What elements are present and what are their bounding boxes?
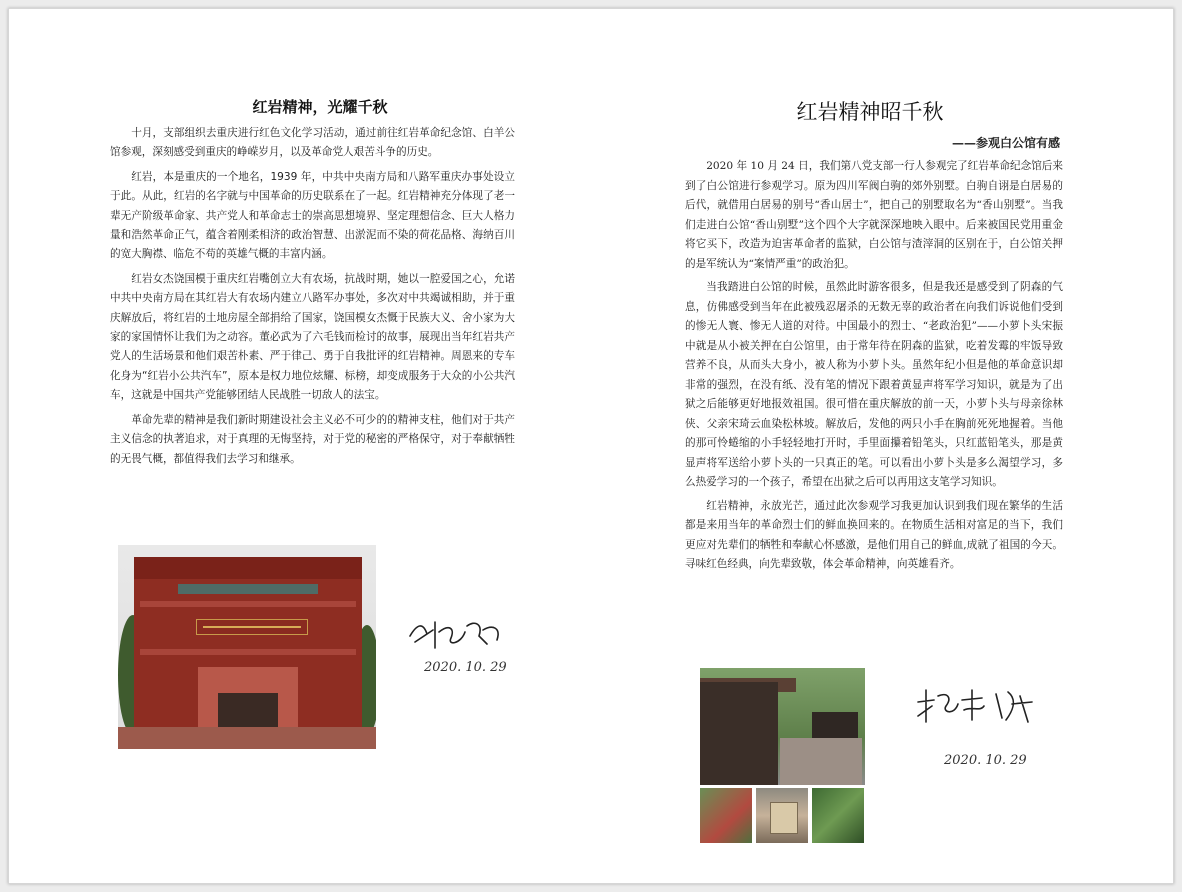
memorial-hall-photo [118,545,376,749]
right-essay-title: 红岩精神昭千秋 [796,100,944,124]
right-paragraph: 红岩精神，永放光芒，通过此次参观学习我更加认识到我们现在繁华的生活都是来用当年的革命烈士们的鲜血换回来的。在物质生活相对富足的当下，我们更应对先辈们的牺牲和奉献心怀感激，是他们用自己的鲜血,成就了祖国的今天。寻味红色经典，向先辈致敬，体会革命精神，向英雄看齐。 [685,499,1063,570]
building-sign [196,619,308,635]
ground [118,727,376,749]
bai-mansion-photo [700,668,865,785]
building-windows [178,584,318,594]
left-essay-body [110,124,515,474]
building-door [218,693,278,727]
mansion-building [700,682,778,785]
thumbnail-photo [700,788,752,843]
right-paragraph: 2020 年 10 月 24 日，我们第八党支部一行人参观完了红岩革命纪念馆后来到了白公馆进行参观学习。原为四川军阀白驹的郊外别墅。白驹自诩是白居易的后代，就借用白居易的别号“香山居士”，把自己的别墅取名为“香山别墅”。当我们走进白公馆“香山别墅”这个四个大字就深深地映入眼中。后来被国民党用重金将它买下，改造为迫害革命者的监狱，白公馆与渣滓洞的区别在于，白公馆关押的是军统认为“案情严重”的政治犯。 [685,160,1063,270]
right-paragraph: 当我踏进白公馆的时候，虽然此时游客很多，但是我还是感受到了阴森的气息，仿佛感受到当年在此被残忍屠杀的无数无辜的政治者在向我们诉说他们受到的惨无人寰、惨无人道的对待。中国最小的烈士、“老政治犯”——小萝卜头宋振中就是从小被关押在白公馆里，由于常年待在阴森的监狱，吃着发霉的牢饭导致营养不良，从而头大身小，被人称为小萝卜头。虽然年纪小但是他的革命意识却非常的强烈，在没有纸、没有笔的情况下跟着黄显声将军学习知识，就是为了出狱之后能够更好地报效祖国。很可惜在重庆解放的前一天，小萝卜头与母亲徐林侠、父亲宋琦云血染松林坡。解放后，发他的两只小手在胸前死死地握着。当他的那可怜蜷缩的小手轻轻地打开时，手里面攥着铅笔头，只红蓝铅笔头，那是黄显声将军送给小萝卜头的一只真正的笔。可以看出小萝卜头是多么渴望学习，多么热爱学习的一个孩子，希望在出狱之后可以再用这支笔学习知识。 [685,281,1063,488]
left-signature [405,614,515,654]
stone-tablet [770,802,798,834]
left-paragraph: 十月，支部组织去重庆进行红色文化学习活动，通过前往红岩革命纪念馆、白羊公馆参观，深刻感受到重庆的峥嵘岁月，以及革命党人艰苦斗争的历史。 [110,127,515,159]
visitors-crowd [780,738,862,785]
right-essay-subtitle: ——参观白公馆有感 [951,136,1060,150]
thumbnail-photo [812,788,864,843]
building-entrance [198,667,298,727]
right-signature-date: 2020. 10. 29 [944,753,1027,768]
building-band [140,649,356,655]
thumbnail-photo [756,788,808,843]
left-paragraph: 红岩女杰饶国模于重庆红岩嘴创立大有农场，抗战时期，她以一腔爱国之心，允诺中共中央南方局在其红岩大有农场内建立八路军办事处，多次对中共竭诚相助，并于重庆解放后，将红岩的土地房屋全部捐给了国家，饶国模女杰慨于民族大义、舍小家为大家的家国情怀让我们为之动容。董必武为了六毛钱而检讨的故事，展现出当年红岩共产党人的生活场景和他们艰苦朴素、严于律己、勇于自我批评的红岩精神。周恩来的专车化身为“红岩小公共汽车”，原本是权力地位炫耀、标榜，却变成服务于大众的小公共汽车，这就是中国共产党能够团结人民战胜一切敌人的法宝。 [110,272,515,402]
left-essay-title: 红岩精神，光耀千秋 [252,98,388,116]
right-essay-body [685,157,1063,579]
right-signature [912,682,1047,730]
building [134,557,362,727]
building-band [140,601,356,607]
left-signature-date: 2020. 10. 29 [424,660,507,675]
left-paragraph: 革命先辈的精神是我们新时期建设社会主义必不可少的的精神支柱，他们对于共产主义信念的执著追求，对于真理的无悔坚持，对于党的秘密的严格保守，对于奉献牺牲的无畏气概，都值得我们去学习和继承。 [110,413,515,465]
building-roof [134,557,362,579]
left-paragraph: 红岩，本是重庆的一个地名，1939 年，中共中央南方局和八路军重庆办事处设立于此。从此，红岩的名字就与中国革命的历史联系在了一起。红岩精神充分体现了老一辈无产阶级革命家、共产党人和革命志士的崇高思想境界、坚定理想信念、巨大人格力量和浩然革命正气，蕴含着刚柔相济的政治智慧、出淤泥而不染的荷花品格、海纳百川的宽大胸襟、临危不苟的英雄气概的丰富内涵。 [110,170,515,261]
